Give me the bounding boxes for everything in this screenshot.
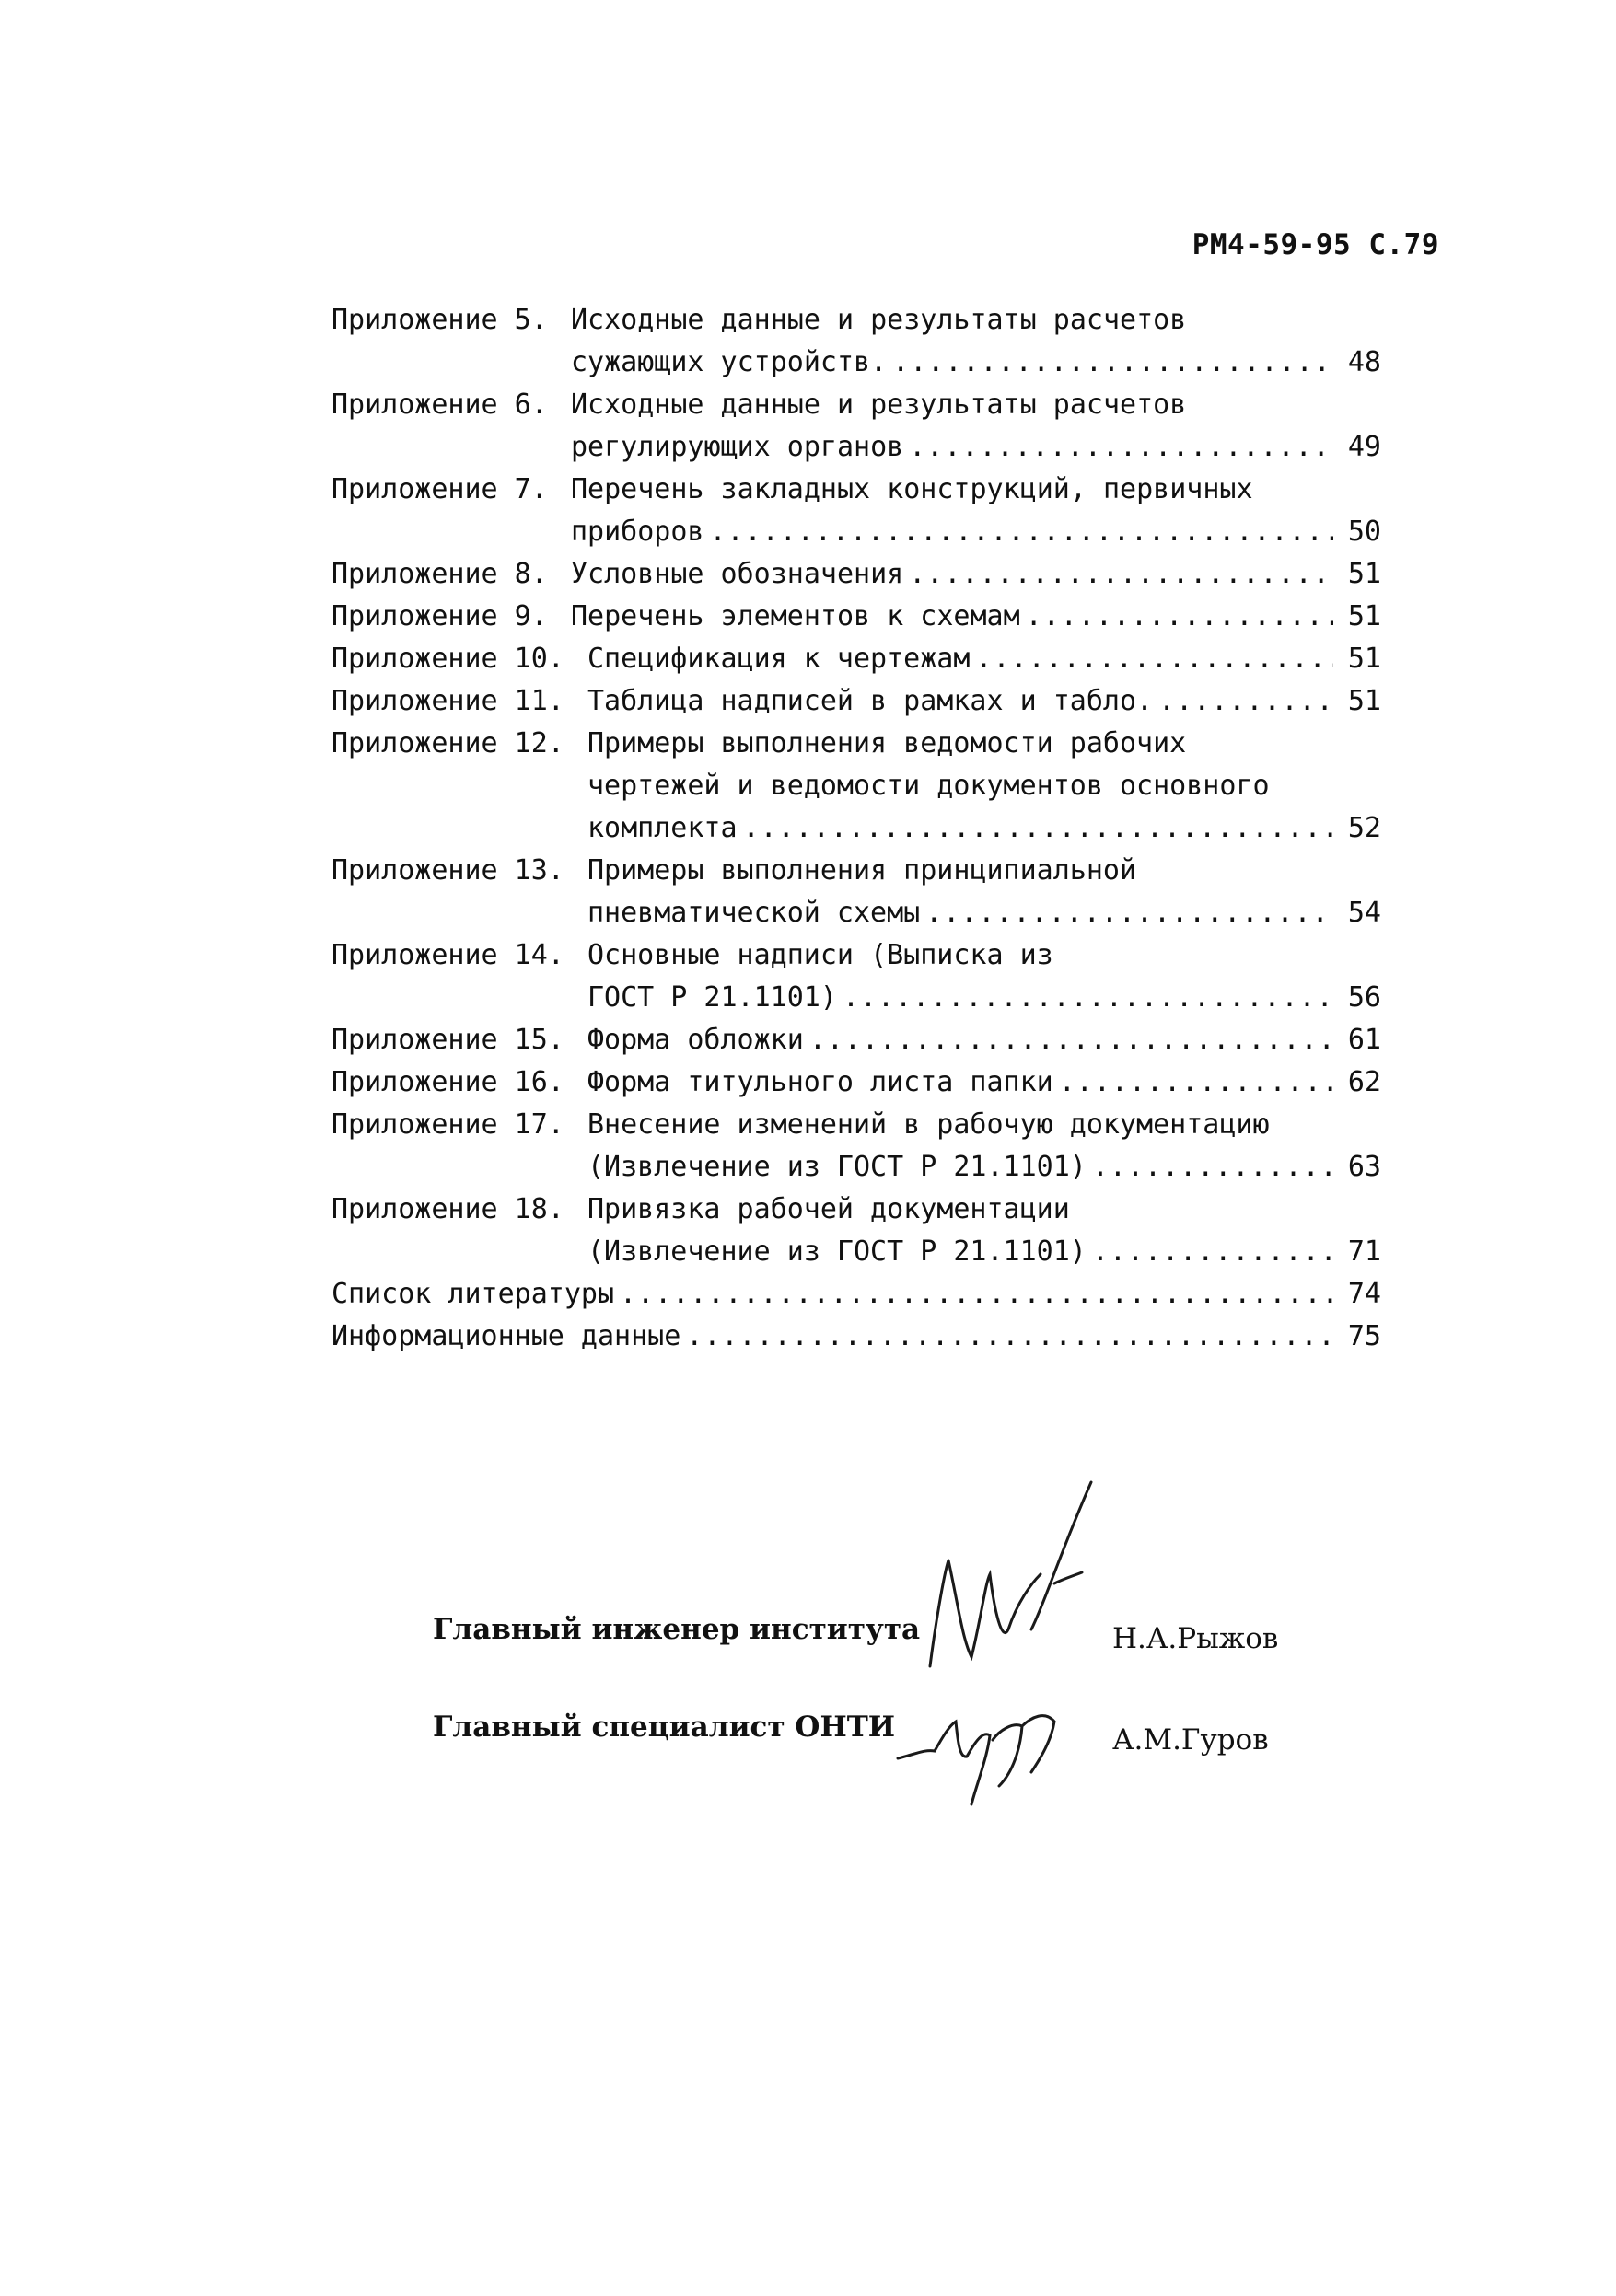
toc-page-number: 48 [1347,346,1381,378]
toc-entry-line [331,1320,1381,1363]
toc-entry-title: ГОСТ Р 21.1101) [587,981,837,1014]
toc-entry-title: Спецификация к чертежам [587,643,971,675]
toc-appendix-label: Приложение 18. [331,1193,564,1225]
toc-page-number: 49 [1347,431,1381,463]
toc-entry-title: пневматической схемы [587,897,921,929]
toc-page-number: 61 [1347,1024,1381,1056]
toc-entry-title: сужающих устройств. [571,346,888,378]
signature-name-chief-engineer: Н.А.Рыжов [1112,1622,1279,1655]
toc-entry-line [331,1066,1381,1108]
toc-entry-line [331,727,1381,770]
toc-entry-line [331,558,1381,600]
toc-entry-line [331,388,1381,431]
toc-appendix-label: Приложение 14. [331,939,564,971]
toc-leader-dots [1026,600,1333,632]
toc-appendix-label: Приложение 17. [331,1108,564,1141]
toc-leader-dots [909,558,1333,590]
toc-leader-dots [892,346,1333,378]
toc-entry-line [331,473,1381,516]
toc-page-number: 51 [1347,685,1381,717]
toc-entry-line [331,1193,1381,1235]
toc-entry-title: Примеры выполнения принципиальной [587,854,1137,887]
toc-entry-title: (Извлечение из ГОСТ Р 21.1101) [587,1151,1087,1183]
toc-entry-title: Перечень элементов к схемам [571,600,1020,632]
toc-page-number: 54 [1347,897,1381,929]
toc-entry-title: (Извлечение из ГОСТ Р 21.1101) [587,1235,1087,1268]
toc-entry-title: Примеры выполнения ведомости рабочих [587,727,1187,760]
toc-page-number: 63 [1347,1151,1381,1183]
toc-appendix-label: Приложение 16. [331,1066,564,1098]
toc-leader-dots [975,643,1333,675]
document-reference: РМ4-59-95 С.79 [1192,228,1439,261]
toc-leader-dots [925,897,1333,929]
toc-entry-title: Информационные данные [331,1320,681,1352]
toc-entry-line [331,1235,1381,1278]
toc-appendix-label: Приложение 10. [331,643,564,675]
toc-leader-dots [1092,1151,1333,1183]
toc-appendix-label: Приложение 9. [331,600,548,632]
toc-entry-title: комплекта [587,812,738,844]
toc-page-number: 51 [1347,558,1381,590]
toc-entry-line [331,812,1381,854]
toc-entry-line [331,939,1381,981]
toc-entry-title: Условные обозначения [571,558,904,590]
toc-appendix-label: Приложение 12. [331,727,564,760]
toc-appendix-label: Приложение 6. [331,388,548,421]
toc-entry-line [331,685,1381,727]
toc-entry-line [331,1024,1381,1066]
toc-entry-line [331,1278,1381,1320]
toc-page-number: 71 [1347,1235,1381,1268]
signature-title-chief-specialist: Главный специалист ОНТИ [433,1710,896,1744]
toc-leader-dots [909,431,1333,463]
toc-appendix-label: Приложение 8. [331,558,548,590]
toc-entry-line [331,1151,1381,1193]
toc-appendix-label: Приложение 7. [331,473,548,505]
toc-leader-dots [1092,1235,1333,1268]
toc-leader-dots [686,1320,1333,1352]
toc-leader-dots [809,1024,1333,1056]
toc-entry-line [331,304,1381,346]
toc-appendix-label: Приложение 15. [331,1024,564,1056]
toc-entry-title: Внесение изменений в рабочую документацию [587,1108,1270,1141]
toc-page-number: 50 [1347,516,1381,548]
toc-page-number: 51 [1347,600,1381,632]
toc-entry-title: Привязка рабочей документации [587,1193,1070,1225]
toc-entry-line [331,770,1381,812]
signature-title-chief-engineer: Главный инженер института [433,1613,921,1646]
toc-appendix-label: Приложение 5. [331,304,548,336]
toc-page-number: 56 [1347,981,1381,1014]
toc-entry-title: приборов [571,516,704,548]
toc-entry-title: Список литературы [331,1278,615,1310]
toc-leader-dots [1158,685,1333,717]
toc-entry-title: Перечень закладных конструкций, первичных [571,473,1253,505]
toc-entry-title: Основные надписи (Выписка из [587,939,1053,971]
toc-page-number: 75 [1347,1320,1381,1352]
toc-page-number: 74 [1347,1278,1381,1310]
toc-entry-line [331,643,1381,685]
toc-leader-dots [710,516,1334,548]
toc-entry-line [331,981,1381,1024]
toc-entry-title: Таблица надписей в рамках и табло. [587,685,1154,717]
toc-appendix-label: Приложение 11. [331,685,564,717]
toc-entry-line [331,431,1381,473]
toc-entry-title: Форма титульного листа папки [587,1066,1053,1098]
toc-page-number: 52 [1347,812,1381,844]
table-of-contents [331,304,1381,1363]
toc-entry-title: Исходные данные и результаты расчетов [571,388,1187,421]
toc-leader-dots [843,981,1333,1014]
toc-entry-line [331,516,1381,558]
toc-page-number: 62 [1347,1066,1381,1098]
toc-page-number: 51 [1347,643,1381,675]
signature-name-chief-specialist: А.М.Гуров [1112,1723,1269,1757]
toc-leader-dots [1059,1066,1333,1098]
toc-entry-line [331,897,1381,939]
handwritten-signature-chief-engineer [893,1473,1133,1694]
toc-entry-title: регулирующих органов [571,431,904,463]
toc-entry-title: Форма обложки [587,1024,804,1056]
toc-appendix-label: Приложение 13. [331,854,564,887]
toc-entry-title: чертежей и ведомости документов основного [587,770,1270,802]
toc-entry-line [331,854,1381,897]
toc-entry-line [331,1108,1381,1151]
toc-entry-title: Исходные данные и результаты расчетов [571,304,1187,336]
toc-entry-line [331,346,1381,388]
handwritten-signature-chief-specialist [884,1685,1105,1814]
toc-leader-dots [743,812,1333,844]
toc-entry-line [331,600,1381,643]
toc-leader-dots [620,1278,1333,1310]
